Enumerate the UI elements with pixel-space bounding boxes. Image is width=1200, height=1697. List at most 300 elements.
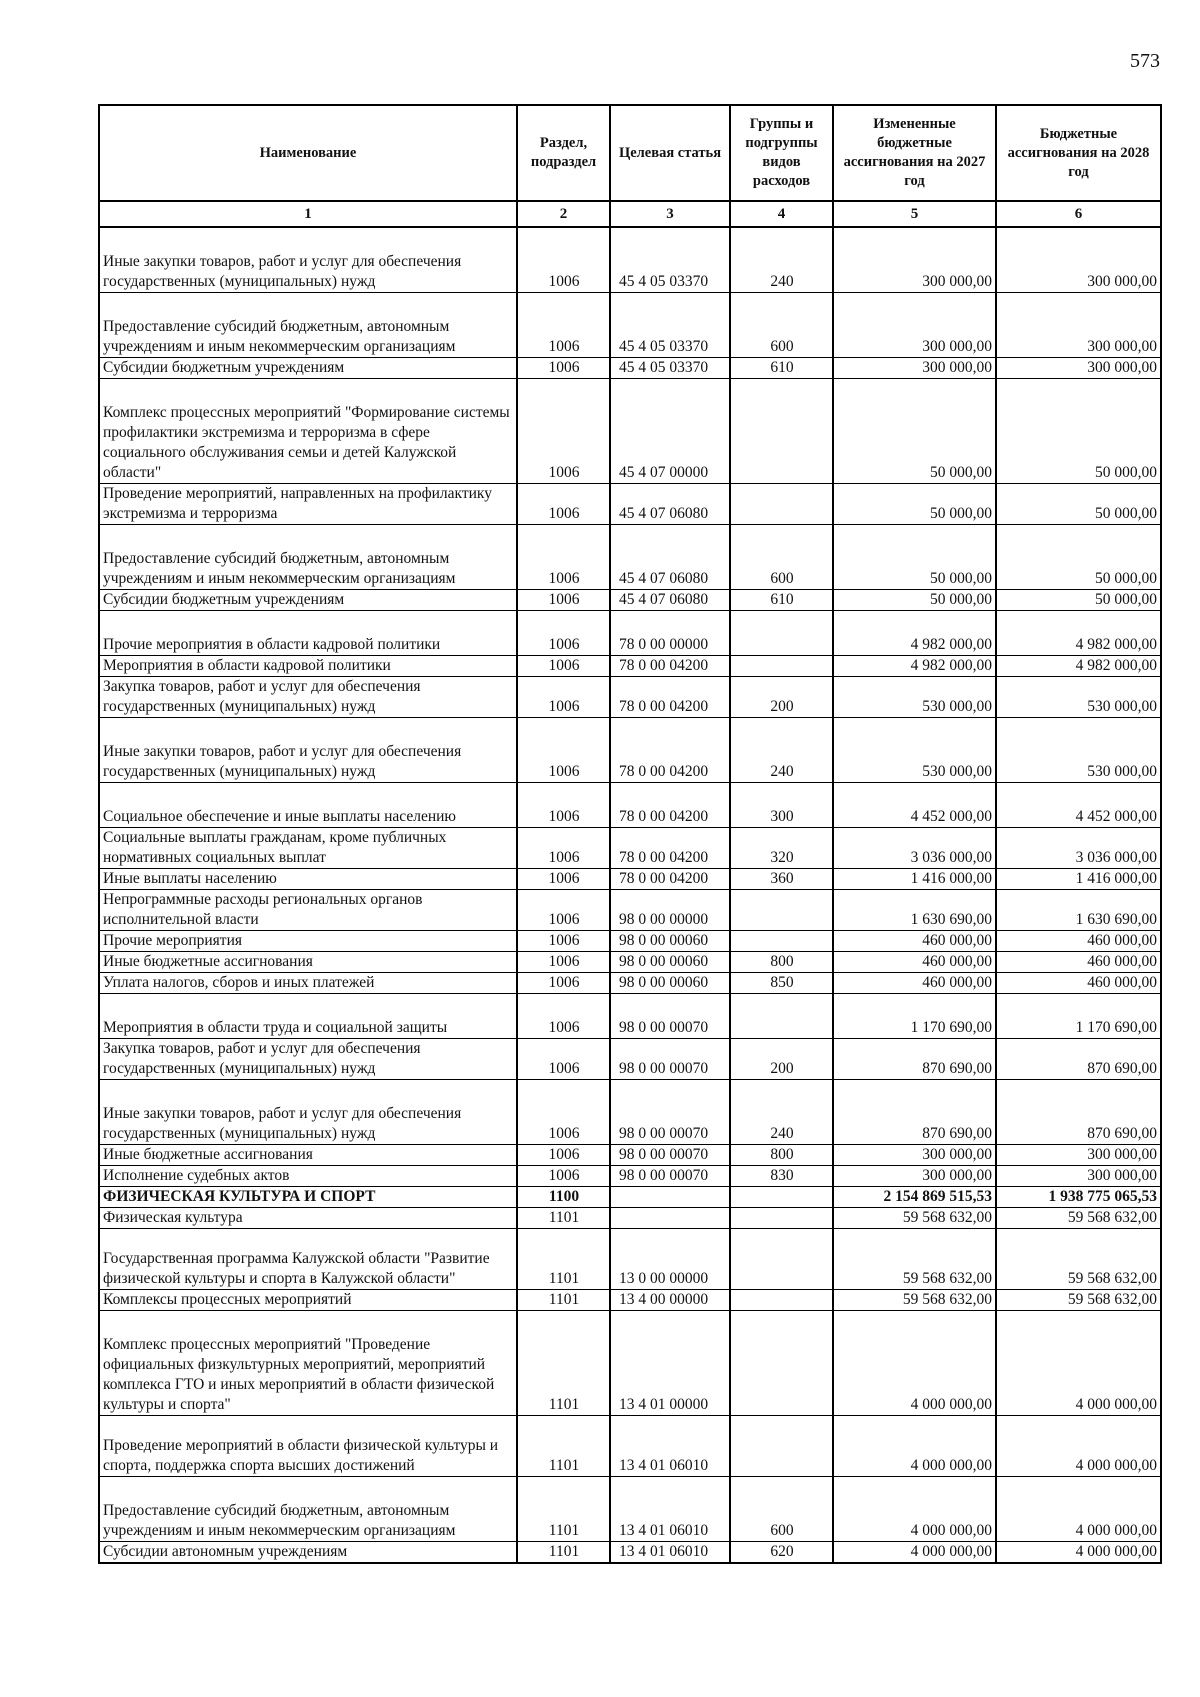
row-name: Иные закупки товаров, работ и услуг для обеспечения государственных (муниципальных) нужд — [99, 252, 517, 293]
row-2028: 460 000,00 — [996, 973, 1161, 994]
budget-table — [98, 104, 1162, 1564]
row-name: ФИЗИЧЕСКАЯ КУЛЬТУРА И СПОРТ — [99, 1187, 517, 1208]
spacer-cell — [610, 227, 730, 252]
spacer-cell — [99, 293, 517, 318]
spacer-cell — [517, 1477, 610, 1502]
row-article: 98 0 00 00060 — [610, 952, 730, 973]
row-article: 98 0 00 00060 — [610, 973, 730, 994]
spacer-cell — [610, 994, 730, 1019]
row-2027: 300 000,00 — [833, 1166, 996, 1187]
row-section: 1006 — [517, 358, 610, 379]
table-row — [99, 1335, 1161, 1416]
column-number-5: 5 — [833, 201, 996, 227]
row-group: 600 — [730, 1501, 833, 1542]
row-group: 800 — [730, 952, 833, 973]
row-2027: 1 630 690,00 — [833, 890, 996, 931]
row-2028: 4 452 000,00 — [996, 807, 1161, 828]
table-row — [99, 1416, 1161, 1477]
row-2028: 300 000,00 — [996, 252, 1161, 293]
row-group: 320 — [730, 828, 833, 869]
row-section: 1006 — [517, 1039, 610, 1080]
row-2028: 59 568 632,00 — [996, 1290, 1161, 1311]
row-2027: 59 568 632,00 — [833, 1290, 996, 1311]
row-2027: 4 000 000,00 — [833, 1416, 996, 1477]
row-2027: 4 982 000,00 — [833, 656, 996, 677]
spacer-cell — [610, 1311, 730, 1336]
row-group: 240 — [730, 742, 833, 783]
table-row — [99, 1145, 1161, 1166]
row-section: 1101 — [517, 1542, 610, 1564]
table-row — [99, 973, 1161, 994]
row-article: 78 0 00 04200 — [610, 807, 730, 828]
row-2027: 530 000,00 — [833, 677, 996, 718]
row-group: 240 — [730, 1104, 833, 1145]
spacer-cell — [833, 1311, 996, 1336]
row-article: 98 0 00 00000 — [610, 890, 730, 931]
spacer-cell — [730, 1477, 833, 1502]
row-2027: 870 690,00 — [833, 1104, 996, 1145]
row-section: 1006 — [517, 252, 610, 293]
row-section: 1101 — [517, 1416, 610, 1477]
row-2027: 50 000,00 — [833, 590, 996, 611]
table-row — [99, 952, 1161, 973]
table-row — [99, 828, 1161, 869]
row-2027: 59 568 632,00 — [833, 1229, 996, 1290]
row-section: 1101 — [517, 1501, 610, 1542]
row-name: Государственная программа Калужской области "Развитие физической культуры и спорта в Калужской области" — [99, 1229, 517, 1290]
row-name: Прочие мероприятия — [99, 931, 517, 952]
row-name: Комплекс процессных мероприятий "Проведение официальных физкультурных мероприятий, мероприятий комплекса ГТО и иных мероприятий в области физической культуры и спорта" — [99, 1335, 517, 1416]
header-name: Наименование — [99, 105, 517, 201]
row-name: Мероприятия в области кадровой политики — [99, 656, 517, 677]
row-section: 1006 — [517, 635, 610, 656]
row-group — [730, 931, 833, 952]
row-2028: 460 000,00 — [996, 952, 1161, 973]
row-group — [730, 1208, 833, 1229]
row-group: 830 — [730, 1166, 833, 1187]
row-name: Иные закупки товаров, работ и услуг для обеспечения государственных (муниципальных) нужд — [99, 1104, 517, 1145]
row-name: Уплата налогов, сборов и иных платежей — [99, 973, 517, 994]
row-name: Проведение мероприятий в области физической культуры и спорта, поддержка спорта высших достижений — [99, 1416, 517, 1477]
row-section: 1006 — [517, 973, 610, 994]
row-section: 1006 — [517, 890, 610, 931]
spacer-cell — [730, 611, 833, 636]
row-2027: 300 000,00 — [833, 1145, 996, 1166]
spacer-cell — [517, 525, 610, 550]
table-row — [99, 358, 1161, 379]
row-group — [730, 1229, 833, 1290]
spacer-cell — [833, 293, 996, 318]
row-section: 1101 — [517, 1335, 610, 1416]
row-2027: 2 154 869 515,53 — [833, 1187, 996, 1208]
row-2027: 300 000,00 — [833, 252, 996, 293]
row-group — [730, 1335, 833, 1416]
spacer-cell — [833, 1477, 996, 1502]
row-section: 1006 — [517, 1145, 610, 1166]
column-number-1: 1 — [99, 201, 517, 227]
row-2028: 1 416 000,00 — [996, 869, 1161, 890]
row-article: 13 4 01 06010 — [610, 1501, 730, 1542]
header-group: Группы и подгруппы видов расходов — [730, 105, 833, 201]
row-2028: 4 000 000,00 — [996, 1335, 1161, 1416]
spacer-cell — [610, 1080, 730, 1105]
row-name: Иные закупки товаров, работ и услуг для обеспечения государственных (муниципальных) нужд — [99, 742, 517, 783]
row-2028: 300 000,00 — [996, 317, 1161, 358]
spacer-cell — [517, 293, 610, 318]
header-2028: Бюджетные ассигнования на 2028 год — [996, 105, 1161, 201]
row-name: Предоставление субсидий бюджетным, автономным учреждениям и иным некоммерческим организациям — [99, 1501, 517, 1542]
row-name: Комплекс процессных мероприятий "Формирование системы профилактики экстремизма и терроризма в сфере социального обслуживания семьи и детей Калужской области" — [99, 403, 517, 484]
row-2028: 1 170 690,00 — [996, 1018, 1161, 1039]
row-2027: 50 000,00 — [833, 484, 996, 525]
spacer-cell — [517, 994, 610, 1019]
row-name: Непрограммные расходы региональных органов исполнительной власти — [99, 890, 517, 931]
row-article: 45 4 07 06080 — [610, 590, 730, 611]
table-row — [99, 1166, 1161, 1187]
spacer-cell — [99, 379, 517, 404]
row-article — [610, 1208, 730, 1229]
spacer-cell — [833, 1080, 996, 1105]
row-article: 98 0 00 00070 — [610, 1018, 730, 1039]
row-name: Субсидии бюджетным учреждениям — [99, 590, 517, 611]
table-row — [99, 1542, 1161, 1564]
spacer-cell — [833, 379, 996, 404]
table-row — [99, 484, 1161, 525]
spacer-cell — [833, 525, 996, 550]
row-2027: 4 000 000,00 — [833, 1501, 996, 1542]
table-row — [99, 1208, 1161, 1229]
spacer-cell — [833, 611, 996, 636]
spacer-cell — [99, 783, 517, 808]
row-group: 300 — [730, 807, 833, 828]
row-2027: 300 000,00 — [833, 317, 996, 358]
row-2027: 50 000,00 — [833, 549, 996, 590]
spacer-cell — [996, 1311, 1161, 1336]
spacer-cell — [610, 379, 730, 404]
table-row — [99, 1018, 1161, 1039]
spacer-row — [99, 293, 1161, 318]
spacer-cell — [996, 611, 1161, 636]
row-2028: 59 568 632,00 — [996, 1229, 1161, 1290]
table-row — [99, 1187, 1161, 1208]
spacer-cell — [833, 994, 996, 1019]
table-row — [99, 1229, 1161, 1290]
spacer-cell — [99, 994, 517, 1019]
row-article: 98 0 00 00070 — [610, 1166, 730, 1187]
row-name: Мероприятия в области труда и социальной защиты — [99, 1018, 517, 1039]
spacer-row — [99, 1311, 1161, 1336]
table-row — [99, 252, 1161, 293]
row-section: 1006 — [517, 869, 610, 890]
row-group: 200 — [730, 1039, 833, 1080]
spacer-row — [99, 227, 1161, 252]
row-2028: 1 938 775 065,53 — [996, 1187, 1161, 1208]
spacer-row — [99, 1477, 1161, 1502]
row-article — [610, 1187, 730, 1208]
spacer-cell — [99, 1080, 517, 1105]
row-2028: 1 630 690,00 — [996, 890, 1161, 931]
row-article: 13 4 01 00000 — [610, 1335, 730, 1416]
row-2028: 300 000,00 — [996, 1145, 1161, 1166]
table-row — [99, 1290, 1161, 1311]
row-article: 78 0 00 04200 — [610, 656, 730, 677]
spacer-row — [99, 611, 1161, 636]
spacer-cell — [996, 994, 1161, 1019]
table-body — [99, 227, 1161, 1563]
row-2028: 50 000,00 — [996, 403, 1161, 484]
row-2027: 1 170 690,00 — [833, 1018, 996, 1039]
spacer-cell — [730, 718, 833, 743]
row-article: 78 0 00 04200 — [610, 742, 730, 783]
column-number-4: 4 — [730, 201, 833, 227]
row-section: 1006 — [517, 656, 610, 677]
header-2027: Измененные бюджетные ассигнования на 2027 год — [833, 105, 996, 201]
row-section: 1006 — [517, 828, 610, 869]
spacer-cell — [610, 293, 730, 318]
row-article: 45 4 05 03370 — [610, 252, 730, 293]
spacer-cell — [610, 525, 730, 550]
row-section: 1006 — [517, 317, 610, 358]
spacer-cell — [517, 1311, 610, 1336]
row-article: 98 0 00 00070 — [610, 1104, 730, 1145]
row-2028: 530 000,00 — [996, 742, 1161, 783]
row-article: 98 0 00 00070 — [610, 1039, 730, 1080]
row-article: 98 0 00 00070 — [610, 1145, 730, 1166]
row-section: 1006 — [517, 742, 610, 783]
row-group — [730, 1187, 833, 1208]
spacer-cell — [730, 227, 833, 252]
spacer-cell — [730, 293, 833, 318]
row-2028: 870 690,00 — [996, 1104, 1161, 1145]
table-row — [99, 869, 1161, 890]
row-group — [730, 656, 833, 677]
row-2027: 870 690,00 — [833, 1039, 996, 1080]
row-group — [730, 890, 833, 931]
row-article: 78 0 00 00000 — [610, 635, 730, 656]
row-section: 1006 — [517, 807, 610, 828]
row-group — [730, 1416, 833, 1477]
spacer-cell — [610, 1477, 730, 1502]
spacer-cell — [996, 525, 1161, 550]
page-number: 573 — [1130, 50, 1160, 72]
table-row — [99, 890, 1161, 931]
row-section: 1100 — [517, 1187, 610, 1208]
row-2027: 460 000,00 — [833, 973, 996, 994]
spacer-cell — [610, 783, 730, 808]
spacer-row — [99, 783, 1161, 808]
row-section: 1006 — [517, 549, 610, 590]
row-section: 1006 — [517, 1166, 610, 1187]
table-row — [99, 931, 1161, 952]
row-name: Предоставление субсидий бюджетным, автономным учреждениям и иным некоммерческим организациям — [99, 549, 517, 590]
spacer-cell — [833, 783, 996, 808]
spacer-cell — [99, 227, 517, 252]
spacer-cell — [730, 783, 833, 808]
column-number-2: 2 — [517, 201, 610, 227]
row-article: 45 4 07 06080 — [610, 549, 730, 590]
row-name: Закупка товаров, работ и услуг для обеспечения государственных (муниципальных) нужд — [99, 1039, 517, 1080]
column-number-6: 6 — [996, 201, 1161, 227]
row-section: 1101 — [517, 1290, 610, 1311]
row-article: 13 4 00 00000 — [610, 1290, 730, 1311]
spacer-cell — [730, 994, 833, 1019]
row-name: Прочие мероприятия в области кадровой политики — [99, 635, 517, 656]
row-group: 620 — [730, 1542, 833, 1564]
spacer-cell — [99, 525, 517, 550]
row-article: 45 4 05 03370 — [610, 358, 730, 379]
row-section: 1006 — [517, 403, 610, 484]
row-section: 1006 — [517, 931, 610, 952]
row-2028: 530 000,00 — [996, 677, 1161, 718]
row-group: 850 — [730, 973, 833, 994]
header-article: Целевая статья — [610, 105, 730, 201]
spacer-cell — [517, 718, 610, 743]
row-name: Иные бюджетные ассигнования — [99, 1145, 517, 1166]
row-2028: 460 000,00 — [996, 931, 1161, 952]
row-2028: 870 690,00 — [996, 1039, 1161, 1080]
row-2028: 50 000,00 — [996, 549, 1161, 590]
table-row — [99, 1039, 1161, 1080]
row-group: 600 — [730, 549, 833, 590]
table-row — [99, 317, 1161, 358]
spacer-cell — [730, 1311, 833, 1336]
row-article: 78 0 00 04200 — [610, 869, 730, 890]
row-section: 1101 — [517, 1229, 610, 1290]
row-name: Исполнение судебных актов — [99, 1166, 517, 1187]
row-2028: 50 000,00 — [996, 484, 1161, 525]
spacer-cell — [996, 783, 1161, 808]
spacer-cell — [517, 783, 610, 808]
row-2027: 460 000,00 — [833, 952, 996, 973]
row-name: Субсидии бюджетным учреждениям — [99, 358, 517, 379]
spacer-cell — [730, 379, 833, 404]
table-row — [99, 1104, 1161, 1145]
row-article: 98 0 00 00060 — [610, 931, 730, 952]
row-name: Предоставление субсидий бюджетным, автономным учреждениям и иным некоммерческим организациям — [99, 317, 517, 358]
spacer-cell — [517, 227, 610, 252]
table-row — [99, 590, 1161, 611]
row-2027: 4 000 000,00 — [833, 1335, 996, 1416]
row-group: 610 — [730, 590, 833, 611]
spacer-cell — [730, 525, 833, 550]
row-group: 240 — [730, 252, 833, 293]
row-2028: 300 000,00 — [996, 358, 1161, 379]
spacer-cell — [99, 1477, 517, 1502]
spacer-row — [99, 994, 1161, 1019]
row-group — [730, 1290, 833, 1311]
row-2028: 4 000 000,00 — [996, 1501, 1161, 1542]
row-2027: 4 982 000,00 — [833, 635, 996, 656]
row-2027: 300 000,00 — [833, 358, 996, 379]
row-section: 1006 — [517, 1104, 610, 1145]
row-2027: 3 036 000,00 — [833, 828, 996, 869]
spacer-cell — [730, 1080, 833, 1105]
spacer-cell — [996, 718, 1161, 743]
column-number-3: 3 — [610, 201, 730, 227]
row-name: Социальные выплаты гражданам, кроме публичных нормативных социальных выплат — [99, 828, 517, 869]
row-group: 800 — [730, 1145, 833, 1166]
row-section: 1006 — [517, 484, 610, 525]
row-2027: 4 000 000,00 — [833, 1542, 996, 1564]
row-2027: 530 000,00 — [833, 742, 996, 783]
spacer-row — [99, 525, 1161, 550]
spacer-cell — [610, 611, 730, 636]
row-2028: 4 982 000,00 — [996, 656, 1161, 677]
row-section: 1006 — [517, 1018, 610, 1039]
spacer-cell — [517, 379, 610, 404]
row-2027: 1 416 000,00 — [833, 869, 996, 890]
row-2027: 59 568 632,00 — [833, 1208, 996, 1229]
row-article: 78 0 00 04200 — [610, 677, 730, 718]
row-article: 78 0 00 04200 — [610, 828, 730, 869]
row-group — [730, 1018, 833, 1039]
row-name: Закупка товаров, работ и услуг для обеспечения государственных (муниципальных) нужд — [99, 677, 517, 718]
row-2028: 3 036 000,00 — [996, 828, 1161, 869]
row-2028: 4 000 000,00 — [996, 1416, 1161, 1477]
spacer-cell — [996, 1477, 1161, 1502]
spacer-cell — [99, 611, 517, 636]
row-2028: 50 000,00 — [996, 590, 1161, 611]
table-row — [99, 656, 1161, 677]
row-article: 13 4 01 06010 — [610, 1416, 730, 1477]
row-group — [730, 635, 833, 656]
row-group — [730, 403, 833, 484]
spacer-cell — [517, 611, 610, 636]
row-2027: 460 000,00 — [833, 931, 996, 952]
row-article: 13 4 01 06010 — [610, 1542, 730, 1564]
row-name: Комплексы процессных мероприятий — [99, 1290, 517, 1311]
row-section: 1006 — [517, 590, 610, 611]
row-article: 45 4 07 06080 — [610, 484, 730, 525]
row-name: Иные бюджетные ассигнования — [99, 952, 517, 973]
row-section: 1101 — [517, 1208, 610, 1229]
spacer-row — [99, 718, 1161, 743]
row-group: 200 — [730, 677, 833, 718]
spacer-row — [99, 379, 1161, 404]
row-article: 45 4 05 03370 — [610, 317, 730, 358]
spacer-cell — [99, 718, 517, 743]
row-group: 360 — [730, 869, 833, 890]
row-article: 13 0 00 00000 — [610, 1229, 730, 1290]
spacer-cell — [833, 718, 996, 743]
table-row — [99, 742, 1161, 783]
table-row — [99, 677, 1161, 718]
row-name: Субсидии автономным учреждениям — [99, 1542, 517, 1564]
row-group — [730, 484, 833, 525]
row-2028: 300 000,00 — [996, 1166, 1161, 1187]
spacer-cell — [99, 1311, 517, 1336]
spacer-cell — [996, 227, 1161, 252]
row-2027: 50 000,00 — [833, 403, 996, 484]
spacer-cell — [996, 379, 1161, 404]
row-group: 610 — [730, 358, 833, 379]
spacer-cell — [517, 1080, 610, 1105]
row-article: 45 4 07 00000 — [610, 403, 730, 484]
spacer-cell — [833, 227, 996, 252]
row-section: 1006 — [517, 952, 610, 973]
row-name: Проведение мероприятий, направленных на профилактику экстремизма и терроризма — [99, 484, 517, 525]
table-row — [99, 1501, 1161, 1542]
spacer-cell — [996, 293, 1161, 318]
row-2028: 4 000 000,00 — [996, 1542, 1161, 1564]
row-name: Иные выплаты населению — [99, 869, 517, 890]
row-name: Физическая культура — [99, 1208, 517, 1229]
row-group: 600 — [730, 317, 833, 358]
spacer-row — [99, 1080, 1161, 1105]
header-section: Раздел, подраздел — [517, 105, 610, 201]
row-section: 1006 — [517, 677, 610, 718]
row-2028: 59 568 632,00 — [996, 1208, 1161, 1229]
